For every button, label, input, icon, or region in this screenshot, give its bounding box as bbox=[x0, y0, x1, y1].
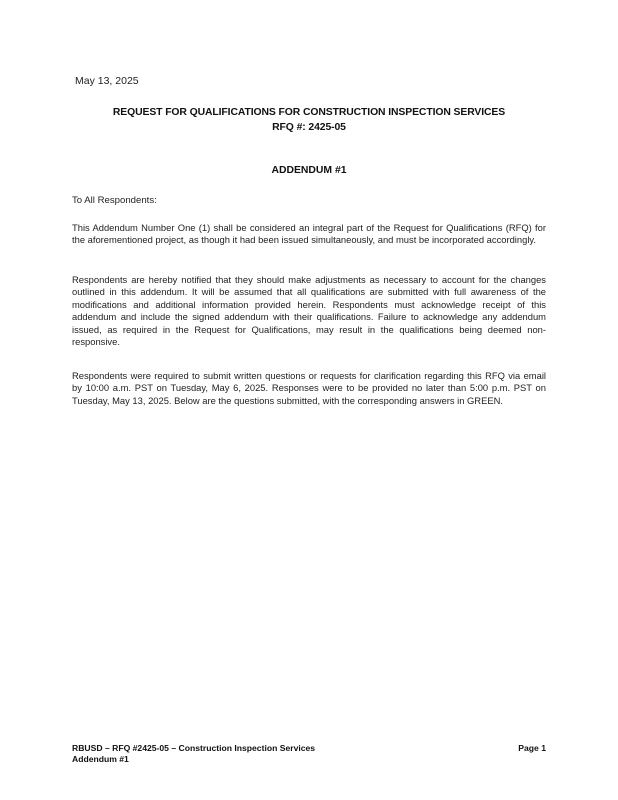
page-number: Page 1 bbox=[518, 743, 546, 753]
paragraph-2: Respondents are hereby notified that they should make adjustments as necessary to account for the changes outlined in this addendum. It will be assumed that all qualifications are submitted with full awareness of the modifications and additional information provided herein. Respondents must acknowledge receipt of this addendum and include the signed addendum with their qualifications. Failure to acknowledge any addendum issued, as required in the Request for Qualifications, may result in the qualifications being deemed non-responsive. bbox=[72, 274, 546, 348]
document-title bbox=[0, 105, 618, 135]
title-line-1: REQUEST FOR QUALIFICATIONS FOR CONSTRUCTION INSPECTION SERVICES bbox=[112, 107, 506, 118]
footer-left bbox=[72, 743, 315, 765]
footer-line-1: RBUSD – RFQ #2425-05 – Construction Inspection Services bbox=[72, 743, 316, 753]
paragraph-3: Respondents were required to submit written questions or requests for clarification regarding this RFQ via email by 10:00 a.m. PST on Tuesday, May 6, 2025. Responses were to be provided no later than 5:00 p.m. PST on Tuesday, May 13, 2025. Below are the questions submitted, with the corresponding answers in GREEN. bbox=[72, 370, 546, 406]
document-date: May 13, 2025 bbox=[75, 75, 139, 87]
salutation: To All Respondents: bbox=[72, 195, 157, 206]
title-line-2: RFQ #: 2425-05 bbox=[272, 122, 346, 133]
footer-line-2: Addendum #1 bbox=[72, 754, 129, 764]
addendum-heading: ADDENDUM #1 bbox=[271, 165, 347, 176]
paragraph-1: This Addendum Number One (1) shall be considered an integral part of the Request for Qualifications (RFQ) for the aforementioned project, as though it had been issued simultaneously, and must be incorporated accordingly. bbox=[72, 222, 546, 246]
